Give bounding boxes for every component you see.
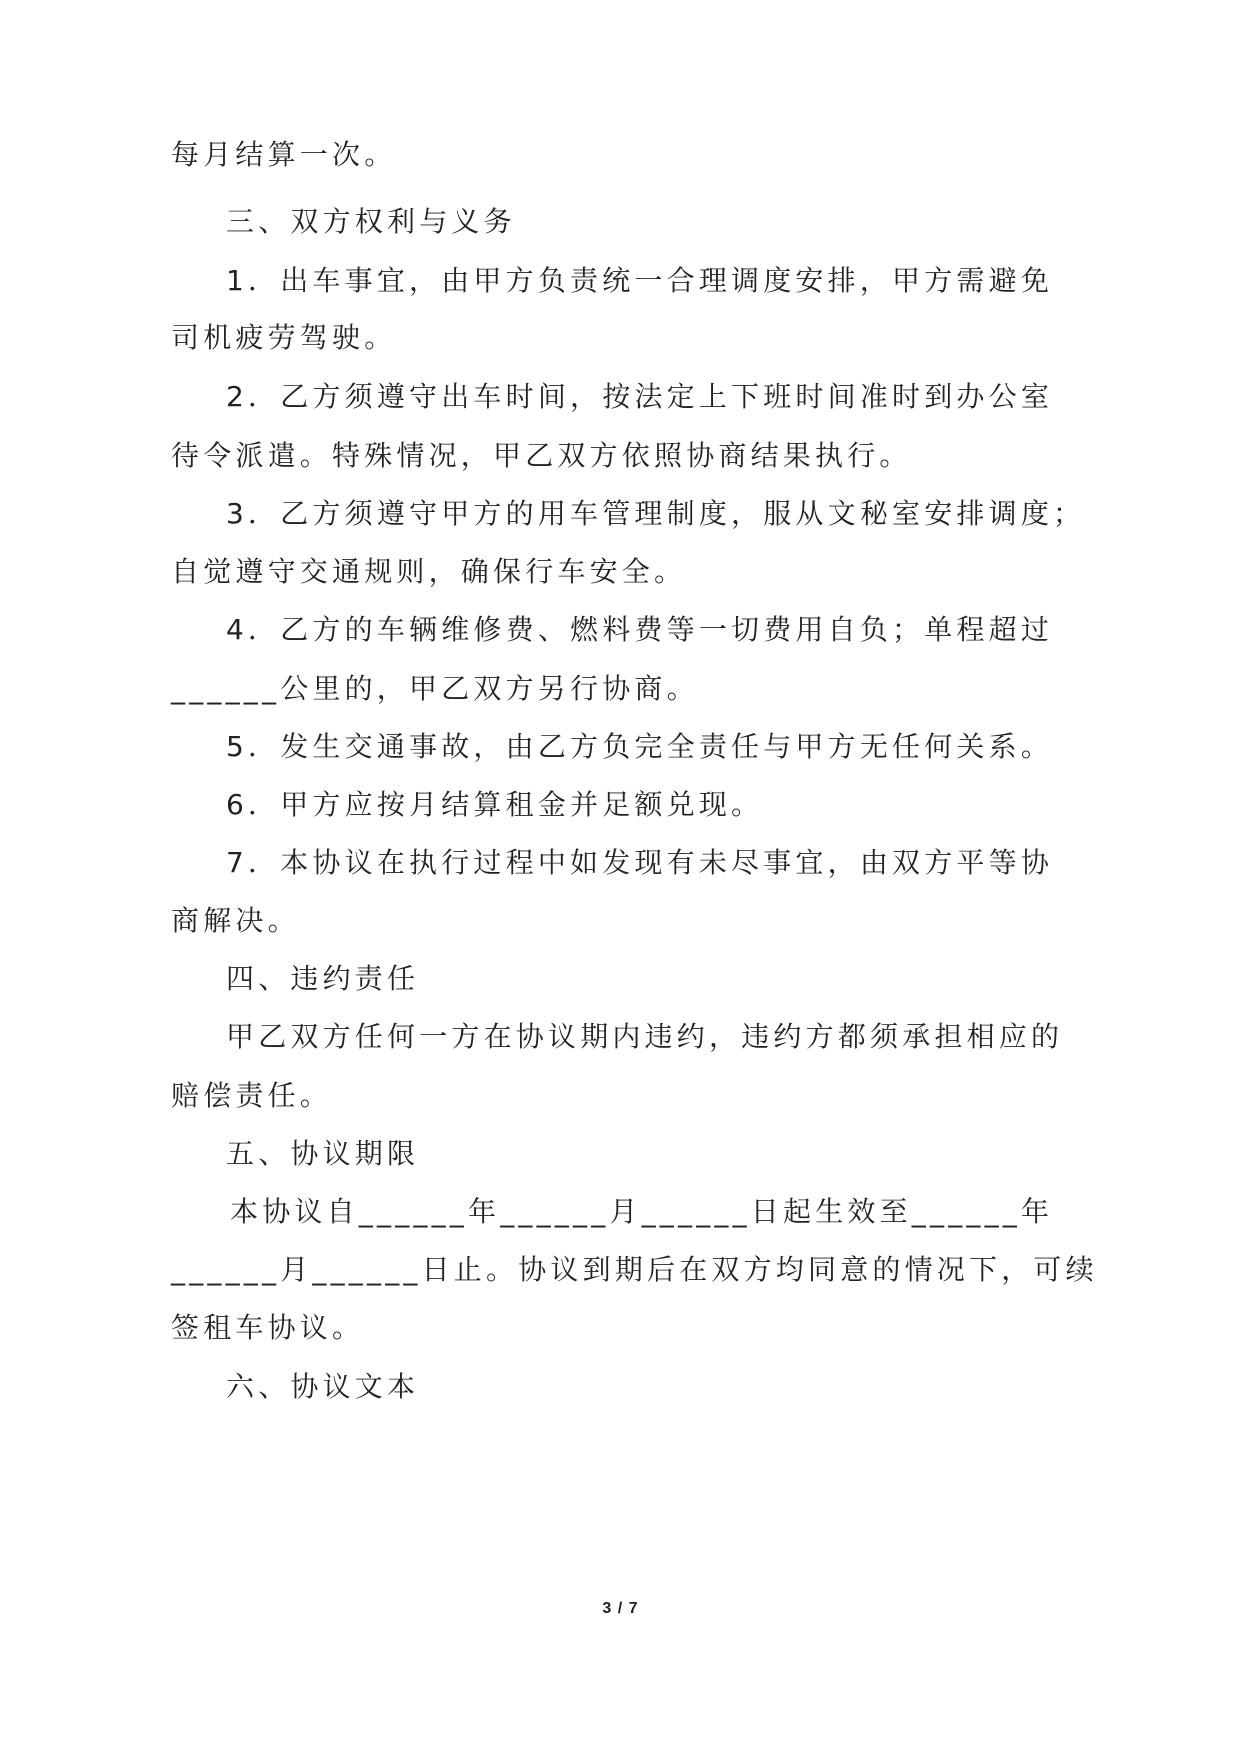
clause-item: 7．本协议在执行过程中如发现有未尽事宜，由双方平等协 — [226, 846, 1054, 879]
clause-item: 4．乙方的车辆维修费、燃料费等一切费用自负；单程超过 — [226, 613, 1054, 646]
section-heading: 五、协议期限 — [226, 1137, 420, 1170]
clause-item: 6．甲方应按月结算租金并足额兑现。 — [226, 788, 764, 821]
clause-item: 5．发生交通事故，由乙方负完全责任与甲方无任何关系。 — [226, 730, 1054, 763]
body-text-line: 每月结算一次。 — [171, 138, 397, 171]
body-text-line: 甲乙双方任何一方在协议期内违约，违约方都须承担相应的 — [226, 1020, 1064, 1053]
body-text-line: 待令派遣。特殊情况，甲乙双方依照协商结果执行。 — [171, 439, 912, 472]
clause-item: 1．出车事宜，由甲方负责统一合理调度安排，甲方需避免 — [226, 264, 1054, 297]
body-text-line: 商解决。 — [171, 904, 300, 937]
body-text-line: 自觉遵守交通规则，确保行车安全。 — [171, 555, 687, 588]
section-heading: 三、双方权利与义务 — [226, 205, 516, 238]
clause-item: 3．乙方须遵守甲方的用车管理制度，服从文秘室安排调度； — [226, 497, 1086, 530]
body-text-line: 赔偿责任。 — [171, 1079, 333, 1112]
body-text-line: ______公里的，甲乙双方另行协商。 — [171, 672, 699, 705]
clause-item: 2．乙方须遵守出车时间，按法定上下班时间准时到办公室 — [226, 380, 1054, 413]
page-number: 3 / 7 — [602, 1600, 639, 1617]
section-heading: 四、违约责任 — [226, 962, 420, 995]
body-text-line: 签租车协议。 — [171, 1311, 365, 1344]
body-text-line: 司机疲劳驾驶。 — [171, 321, 397, 354]
body-text-line: 本协议自______年______月______日起生效至______年 — [230, 1195, 1054, 1228]
section-heading: 六、协议文本 — [226, 1370, 420, 1403]
body-text-line: ______月______日止。协议到期后在双方均同意的情况下，可续 — [171, 1253, 1098, 1286]
